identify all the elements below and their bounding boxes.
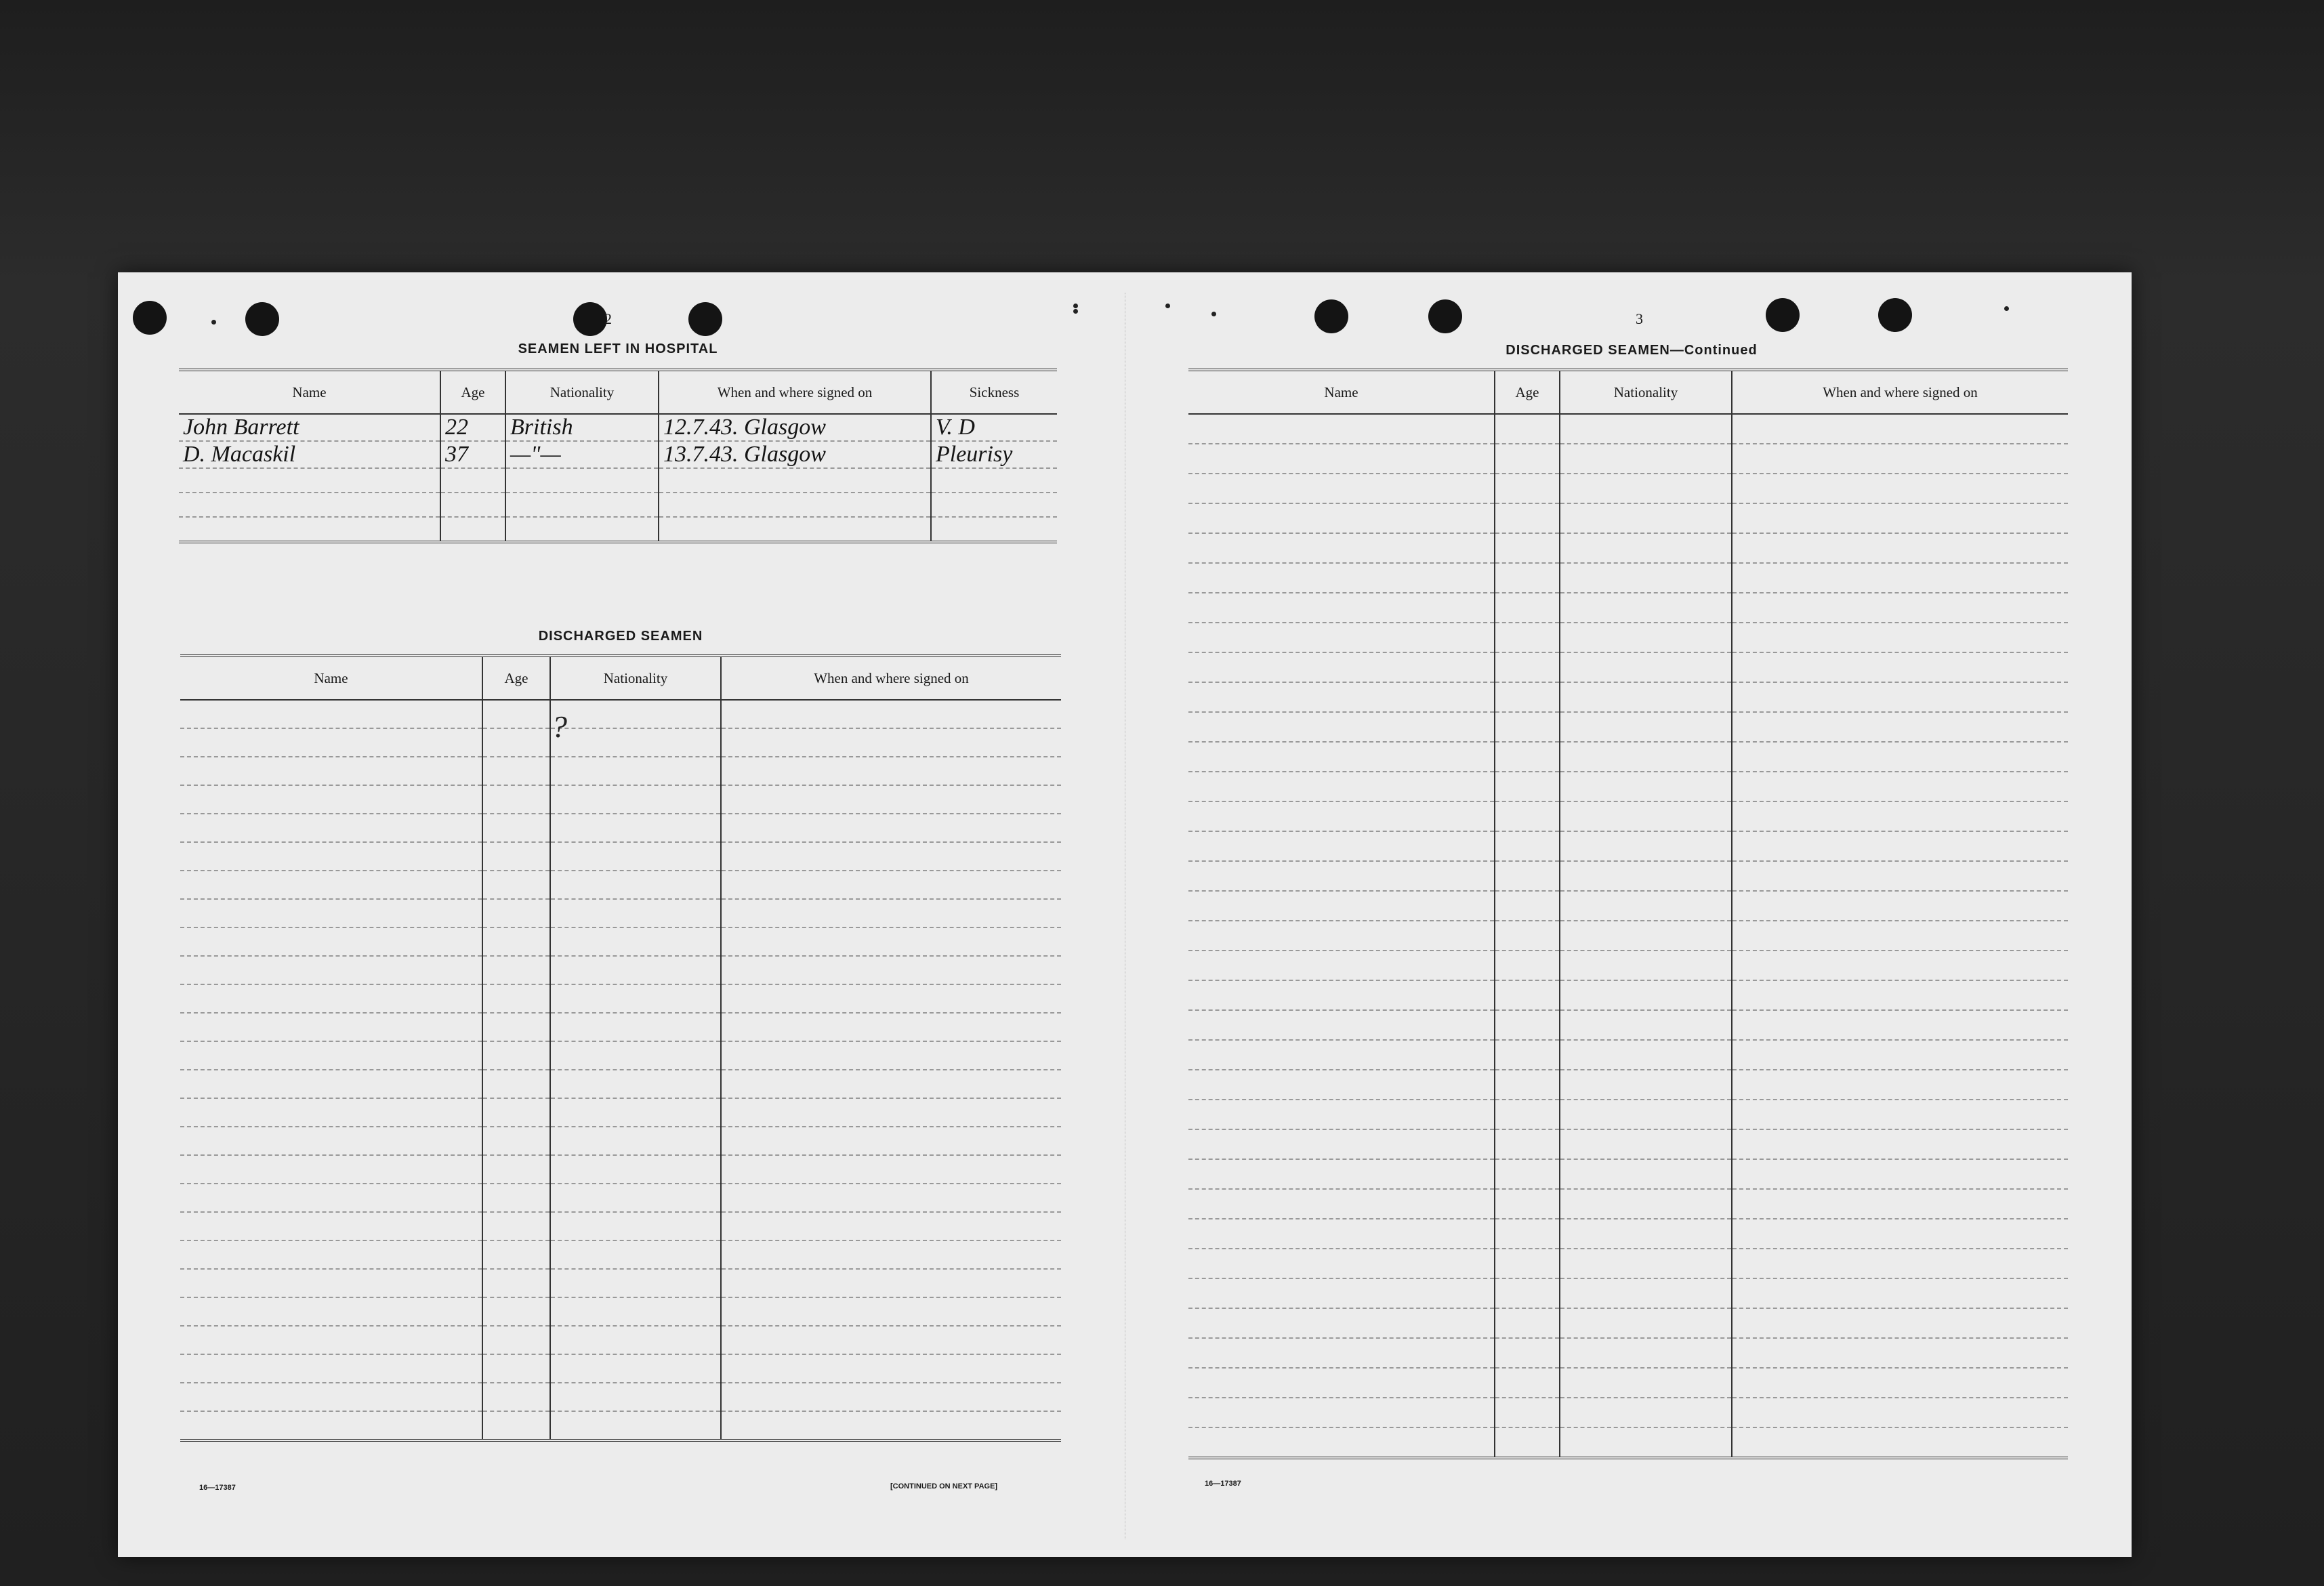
col-when-where: When and where signed on	[1732, 370, 2068, 414]
table-row	[1188, 1398, 2068, 1427]
table-row	[179, 493, 1057, 517]
discharged-header-row	[180, 656, 1061, 700]
speck	[1073, 309, 1078, 314]
punch-hole	[1314, 299, 1348, 333]
table-row	[1188, 861, 2068, 891]
table-row	[1188, 474, 2068, 503]
table-row	[180, 1127, 1061, 1155]
table-row	[1188, 772, 2068, 801]
speck	[1211, 312, 1216, 316]
table-row	[180, 728, 1061, 757]
table-row	[1188, 801, 2068, 831]
table-row	[1188, 951, 2068, 980]
table-row	[1188, 682, 2068, 712]
table-row	[1188, 1010, 2068, 1040]
table-row	[180, 700, 1061, 728]
form-number-right: 16—17387	[1205, 1480, 1241, 1488]
discharged-section-title: DISCHARGED SEAMEN	[538, 629, 703, 644]
table-row	[180, 785, 1061, 814]
table-row	[1188, 1129, 2068, 1159]
punch-hole	[1428, 299, 1462, 333]
table-row	[180, 1098, 1061, 1127]
speck	[1073, 304, 1078, 308]
discharged-table	[180, 654, 1061, 1442]
table-row	[1188, 1249, 2068, 1278]
col-name: Name	[180, 656, 482, 700]
table-row	[180, 842, 1061, 871]
table-row	[180, 871, 1061, 899]
col-nationality: Nationality	[505, 370, 659, 414]
table-row	[180, 1297, 1061, 1326]
table-row	[1188, 1368, 2068, 1398]
table-row	[1188, 652, 2068, 682]
cell-sickness: V. D	[931, 414, 1057, 441]
table-row	[1188, 593, 2068, 623]
table-row	[1188, 1070, 2068, 1100]
col-nationality: Nationality	[550, 656, 721, 700]
table-row	[1188, 1338, 2068, 1368]
table-row	[179, 414, 1057, 441]
table-row	[180, 1212, 1061, 1240]
punch-hole	[1878, 298, 1912, 332]
table-row	[1188, 503, 2068, 533]
cell-when-where: 12.7.43. Glasgow	[659, 414, 931, 441]
document-sheet	[118, 272, 2132, 1557]
cell-sickness: Pleurisy	[931, 441, 1057, 468]
table-row	[180, 927, 1061, 956]
table-row	[180, 1326, 1061, 1354]
table-row	[1188, 1159, 2068, 1189]
table-row	[1188, 414, 2068, 444]
table-row	[1188, 1189, 2068, 1219]
table-row	[180, 1383, 1061, 1411]
col-sickness: Sickness	[931, 370, 1057, 414]
table-row	[180, 1184, 1061, 1212]
table-row	[1188, 1308, 2068, 1338]
page-number-left: 2	[604, 310, 613, 327]
table-row	[179, 517, 1057, 542]
table-row	[180, 984, 1061, 1013]
discharged-continued-header-row	[1188, 370, 2068, 414]
table-row	[179, 468, 1057, 493]
page-number-right: 3	[1636, 310, 1644, 327]
table-row	[180, 956, 1061, 984]
table-row	[1188, 891, 2068, 921]
table-row	[180, 1240, 1061, 1269]
hospital-table	[179, 369, 1057, 543]
table-row	[179, 441, 1057, 468]
cell-age: 22	[440, 414, 505, 441]
col-name: Name	[1188, 370, 1495, 414]
table-row	[1188, 742, 2068, 772]
col-age: Age	[440, 370, 505, 414]
continued-note: [CONTINUED ON NEXT PAGE]	[890, 1482, 998, 1490]
table-row	[1188, 831, 2068, 861]
table-row	[1188, 1427, 2068, 1458]
speck	[211, 320, 216, 325]
handwritten-question-mark: ?	[552, 709, 567, 744]
table-row	[1188, 533, 2068, 563]
table-row	[180, 814, 1061, 842]
table-row	[1188, 1278, 2068, 1308]
discharged-continued-title: DISCHARGED SEAMEN—Continued	[1506, 343, 1758, 358]
table-row	[180, 1155, 1061, 1184]
table-row	[180, 1411, 1061, 1440]
col-age: Age	[1495, 370, 1560, 414]
table-row	[1188, 980, 2068, 1010]
speck	[2004, 306, 2009, 311]
hospital-section-title: SEAMEN LEFT IN HOSPITAL	[518, 341, 718, 356]
table-row	[180, 1041, 1061, 1070]
table-row	[180, 1013, 1061, 1041]
speck	[1165, 304, 1170, 308]
cell-age: 37	[440, 441, 505, 468]
table-row	[180, 1269, 1061, 1297]
table-row	[1188, 712, 2068, 742]
cell-name: D. Macaskil	[179, 441, 440, 468]
punch-hole	[245, 302, 279, 336]
table-row	[180, 1070, 1061, 1098]
table-row	[1188, 444, 2068, 474]
hospital-header-row	[179, 370, 1057, 414]
table-row	[1188, 563, 2068, 593]
table-row	[180, 757, 1061, 785]
table-row	[1188, 1040, 2068, 1070]
col-name: Name	[179, 370, 440, 414]
punch-hole	[688, 302, 722, 336]
table-row	[1188, 921, 2068, 951]
table-row	[1188, 1219, 2068, 1249]
table-row	[180, 1354, 1061, 1383]
cell-nationality: —"—	[505, 441, 659, 468]
form-number-left: 16—17387	[199, 1484, 236, 1492]
punch-hole	[133, 301, 167, 335]
col-nationality: Nationality	[1560, 370, 1732, 414]
cell-when-where: 13.7.43. Glasgow	[659, 441, 931, 468]
discharged-continued-table	[1188, 369, 2068, 1459]
punch-hole	[573, 302, 607, 336]
table-row	[1188, 1100, 2068, 1129]
cell-name: John Barrett	[179, 414, 440, 441]
col-when-where: When and where signed on	[721, 656, 1061, 700]
cell-nationality: British	[505, 414, 659, 441]
table-row	[180, 899, 1061, 927]
table-row	[1188, 623, 2068, 652]
punch-hole	[1766, 298, 1800, 332]
col-age: Age	[482, 656, 550, 700]
col-when-where: When and where signed on	[659, 370, 931, 414]
